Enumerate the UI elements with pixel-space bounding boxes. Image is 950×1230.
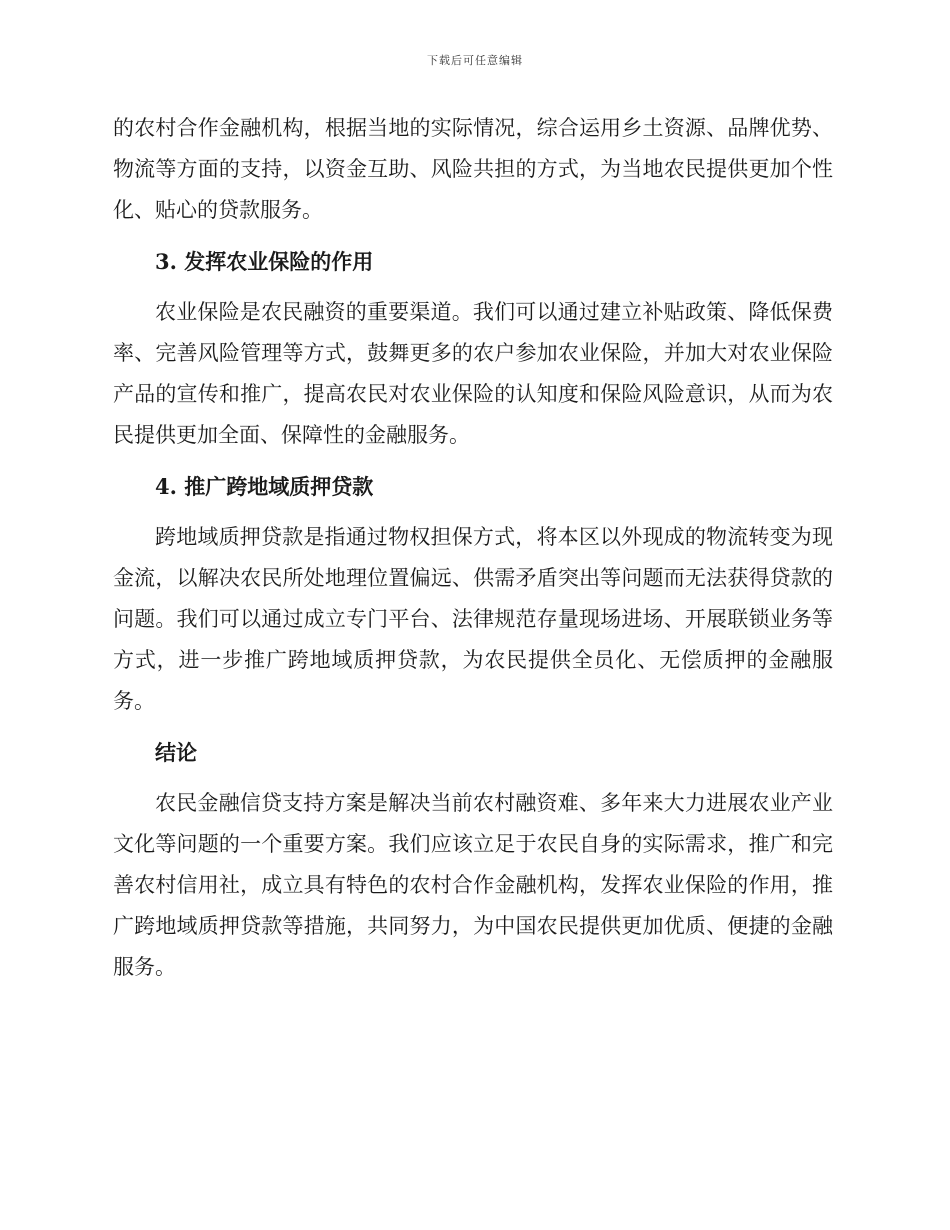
paragraph-conclusion: 农民金融信贷支持方案是解决当前农村融资难、多年来大力进展农业产业文化等问题的一个重要方案。我们应该立足于农民自身的实际需求，推广和完善农村信用社，成立具有特色的农村合作金融机构，发挥农业保险的作用，推广跨地域质押贷款等措施，共同努力，为中国农民提供更加优质、便捷的金融服务。 [113, 791, 833, 979]
paragraph-agri-insurance: 农业保险是农民融资的重要渠道。我们可以通过建立补贴政策、降低保费率、完善风险管理等方式，鼓舞更多的农户参加农业保险，并加大对农业保险产品的宣传和推广，提高农民对农业保险的认知度和保险风险意识，从而为农民提供更加全面、保障性的金融服务。 [113, 300, 833, 447]
document-body [113, 108, 833, 998]
paragraph-pledge-loans: 跨地域质押贷款是指通过物权担保方式，将本区以外现成的物流转变为现金流，以解决农民所处地理位置偏远、供需矛盾突出等问题而无法获得贷款的问题。我们可以通过成立专门平台、法律规范存量现场进场、开展联锁业务等方式，进一步推广跨地域质押贷款，为农民提供全员化、无偿质押的金融服务。 [113, 525, 833, 713]
page-header: 下载后可任意编辑 [427, 54, 523, 67]
section-heading-4: 4. 推广跨地域质押贷款 [155, 474, 374, 499]
section-heading-3: 3. 发挥农业保险的作用 [155, 249, 374, 274]
section-heading-conclusion: 结论 [155, 740, 197, 765]
paragraph-continuation: 的农村合作金融机构，根据当地的实际情况，综合运用乡土资源、品牌优势、物流等方面的支持，以资金互助、风险共担的方式，为当地农民提供更加个性化、贴心的贷款服务。 [113, 116, 833, 222]
